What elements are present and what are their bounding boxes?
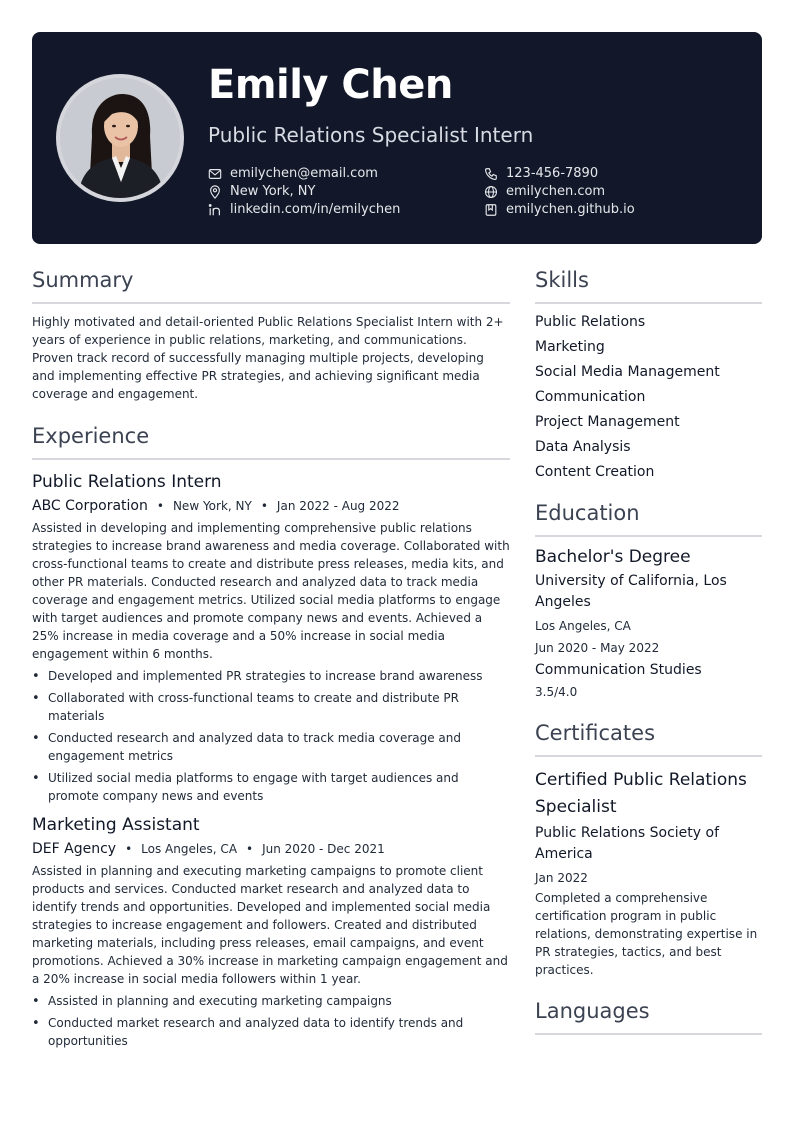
contact-website-text: emilychen.com	[506, 184, 606, 199]
education-heading: Education	[535, 501, 762, 537]
contact-email-text: emilychen@email.com	[230, 166, 378, 181]
contact-linkedin[interactable]	[208, 202, 400, 217]
education-gpa: 3.5/4.0	[535, 685, 578, 699]
skill-item: Communication	[535, 389, 646, 405]
education-degree: Bachelor's Degree	[535, 547, 691, 567]
job-meta	[32, 841, 510, 857]
phone-icon	[484, 167, 498, 181]
job-company: DEF Agency	[32, 841, 117, 857]
education-field: Communication Studies	[535, 662, 702, 678]
job-entry	[32, 472, 510, 805]
separator-dot: •	[260, 499, 268, 513]
list-item: • Collaborated with cross-functional teams to create and distribute PR materials	[32, 689, 510, 725]
job-company: ABC Corporation	[32, 498, 148, 514]
contact-phone-text: 123-456-7890	[506, 166, 599, 181]
contact-portfolio[interactable]	[484, 202, 635, 217]
list-item: • Utilized social media platforms to engage with target audiences and promote company news and events	[32, 769, 510, 805]
certificate-description: Completed a comprehensive certification program in public relations, demonstrating expertise in PR strategies, tactics, and best practices.	[535, 891, 758, 977]
job-description: Assisted in planning and executing marketing campaigns to promote client products and services. Conducted market research and analyzed data to identify trends and opportunities. Developed and implemented social media strategies to increase engagement and followers. Created and distributed marketing materials, including press releases, email campaigns, and event promotions. Achieved a 30% increase in marketing campaign engagement and a 20% increase in social media followers within 1 year.	[32, 864, 508, 986]
job-description: Assisted in developing and implementing comprehensive public relations strategies to increase brand awareness and media coverage. Collaborated with cross-functional teams to create and distribute press releases, media kits, and other PR materials. Conducted research and analyzed data to track media coverage and engagement metrics. Utilized social media platforms to engage with target audiences and promote company news and events. Achieved a 25% increase in media coverage and a 50% increase in social media engagement within 6 months.	[32, 521, 510, 661]
skills-list	[535, 310, 762, 485]
skill-item: Data Analysis	[535, 439, 631, 455]
skill-item: Social Media Management	[535, 364, 720, 380]
separator-dot: •	[156, 499, 164, 513]
list-item: • Assisted in planning and executing marketing campaigns	[32, 992, 510, 1010]
certificate-date: Jan 2022	[535, 871, 588, 885]
certificate-org: Public Relations Society of America	[535, 825, 719, 862]
skill-item: Project Management	[535, 414, 680, 430]
list-item: • Developed and implemented PR strategies to increase brand awareness	[32, 667, 510, 685]
job-entry	[32, 815, 510, 1050]
skill-item: Content Creation	[535, 464, 655, 480]
job-location: New York, NY	[172, 499, 252, 513]
globe-icon	[484, 185, 498, 199]
job-bullets	[32, 667, 510, 805]
contact-linkedin-text: linkedin.com/in/emilychen	[230, 202, 401, 217]
mail-icon	[208, 167, 222, 181]
profile-photo-frame	[56, 74, 184, 202]
linkedin-icon	[208, 203, 222, 217]
skill-item: Public Relations	[535, 314, 646, 330]
job-title: Marketing Assistant	[32, 815, 200, 835]
contact-phone[interactable]	[484, 166, 598, 181]
education-location: Los Angeles, CA	[535, 619, 631, 633]
contact-portfolio-text: emilychen.github.io	[506, 202, 635, 217]
summary-text: Highly motivated and detail-oriented Public Relations Specialist Intern with 2+ years of experience in public relations, marketing, and communications. Proven track record of successfully managing multiple projects, developing and implementing effective PR strategies, and achieving significant media coverage and engagement.	[32, 315, 504, 401]
education-dates: Jun 2020 - May 2022	[535, 641, 660, 655]
candidate-role: Public Relations Specialist Intern	[208, 123, 534, 147]
profile-photo	[60, 78, 180, 198]
job-location: Los Angeles, CA	[141, 842, 238, 856]
job-bullets	[32, 992, 510, 1050]
languages-heading: Languages	[535, 999, 762, 1035]
portfolio-icon	[484, 203, 498, 217]
contact-location	[208, 184, 315, 199]
contact-location-text: New York, NY	[230, 184, 316, 199]
job-dates: Jan 2022 - Aug 2022	[276, 499, 400, 513]
skills-heading: Skills	[535, 268, 762, 304]
separator-dot: •	[125, 842, 133, 856]
resume-header	[32, 32, 762, 244]
list-item: • Conducted research and analyzed data to track media coverage and engagement metrics	[32, 729, 510, 765]
summary-heading: Summary	[32, 268, 510, 304]
job-title: Public Relations Intern	[32, 472, 222, 492]
skill-item: Marketing	[535, 339, 605, 355]
certificate-name: Certified Public Relations Specialist	[535, 770, 747, 817]
list-item: • Conducted market research and analyzed data to identify trends and opportunities	[32, 1014, 510, 1050]
education-school: University of California, Los Angeles	[535, 573, 727, 610]
certificates-heading: Certificates	[535, 721, 762, 757]
job-dates: Jun 2020 - Dec 2021	[262, 842, 385, 856]
job-meta	[32, 498, 510, 514]
contact-email[interactable]	[208, 166, 378, 181]
contact-website[interactable]	[484, 184, 605, 199]
candidate-name: Emily Chen	[208, 62, 453, 108]
experience-heading: Experience	[32, 424, 510, 460]
separator-dot: •	[246, 842, 254, 856]
location-pin-icon	[208, 185, 222, 199]
main-column	[32, 268, 510, 1054]
sidebar-column	[535, 268, 762, 1035]
